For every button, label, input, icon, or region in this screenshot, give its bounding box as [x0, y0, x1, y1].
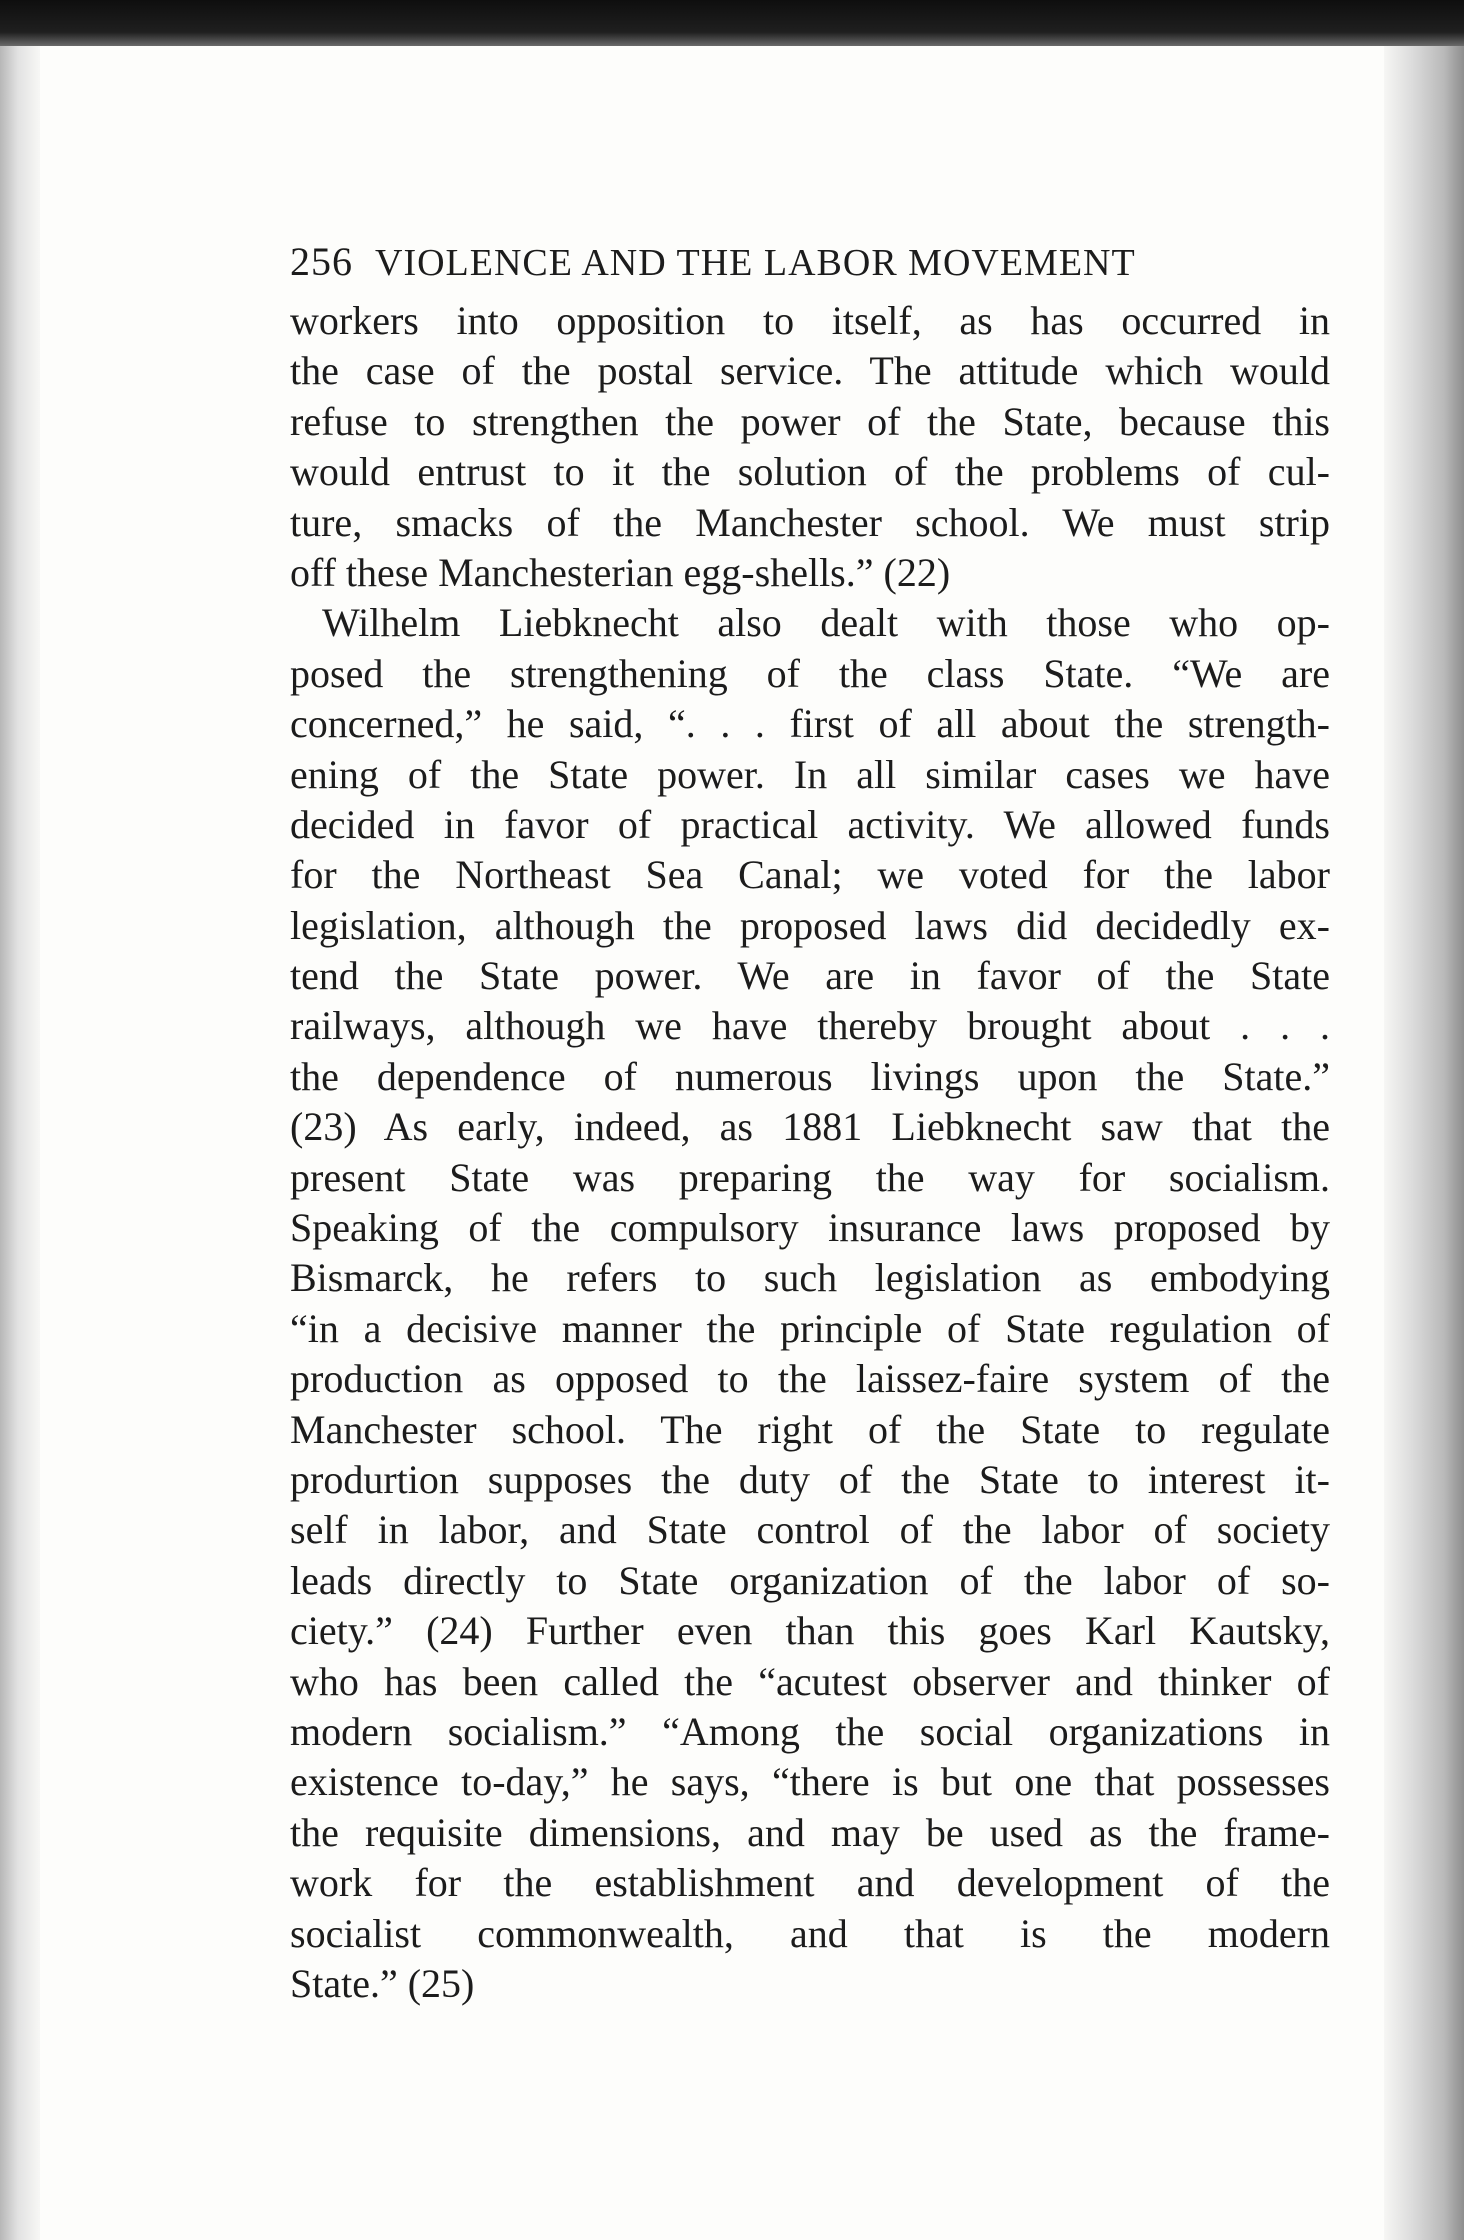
text-line: the case of the postal service. The attitude which would	[290, 348, 1330, 394]
text-line: Wilhelm Liebknecht also dealt with those who op-	[322, 600, 1330, 646]
text-line: present State was preparing the way for socialism.	[290, 1154, 1330, 1200]
book-page	[290, 228, 1330, 2009]
text-line: Manchester school. The right of the State to regulate	[290, 1406, 1330, 1452]
text-line: ture, smacks of the Manchester school. We must strip	[290, 499, 1330, 545]
text-line: socialist commonwealth, and that is the modern	[290, 1910, 1330, 1956]
text-line: who has been called the “acutest observer and thinker of	[290, 1658, 1330, 1704]
text-line: railways, although we have thereby brought about . . .	[290, 1003, 1330, 1049]
text-line: the dependence of numerous livings upon the State.”	[290, 1053, 1330, 1099]
text-line: would entrust to it the solution of the problems of cul-	[290, 449, 1330, 495]
text-line: existence to-day,” he says, “there is but one that possesses	[290, 1759, 1330, 1805]
text-line: decided in favor of practical activity. We allowed funds	[290, 801, 1330, 847]
text-line: work for the establishment and development of the	[290, 1860, 1330, 1906]
text-line: off these Manchesterian egg-shells.” (22)	[290, 549, 951, 595]
text-line: “in a decisive manner the principle of State regulation of	[290, 1305, 1330, 1351]
text-line: produrtion supposes the duty of the State to interest it-	[290, 1456, 1330, 1502]
running-head	[290, 228, 1330, 296]
text-line: concerned,” he said, “. . . first of all about the strength-	[290, 701, 1330, 747]
text-line: legislation, although the proposed laws did decidedly ex-	[290, 902, 1330, 948]
text-line: workers into opposition to itself, as has occurred in	[290, 298, 1330, 343]
text-line: ciety.” (24) Further even than this goes Karl Kautsky,	[290, 1608, 1330, 1654]
text-line: posed the strengthening of the class State. “We are	[290, 650, 1330, 696]
text-line: ening of the State power. In all similar cases we have	[290, 751, 1330, 797]
text-line: Bismarck, he refers to such legislation as embodying	[290, 1255, 1330, 1301]
page-number: 256	[290, 239, 353, 284]
text-line: Speaking of the compulsory insurance laws proposed by	[290, 1205, 1330, 1251]
scan-binding-shadow	[0, 46, 40, 2240]
text-line: refuse to strengthen the power of the State, because this	[290, 398, 1330, 444]
text-line: State.” (25)	[290, 1960, 475, 2006]
running-head-title: VIOLENCE AND THE LABOR MOVEMENT	[375, 242, 1136, 284]
text-line: self in labor, and State control of the labor of society	[290, 1507, 1330, 1553]
text-line: (23) As early, indeed, as 1881 Liebknecht saw that the	[290, 1104, 1330, 1150]
text-line: modern socialism.” “Among the social organizations in	[290, 1708, 1330, 1754]
text-line: leads directly to State organization of the labor of so-	[290, 1557, 1330, 1603]
text-line: production as opposed to the laissez-faire system of the	[290, 1356, 1330, 1402]
text-line: for the Northeast Sea Canal; we voted for the labor	[290, 852, 1330, 898]
scan-top-edge	[0, 0, 1464, 46]
text-line: the requisite dimensions, and may be used as the frame-	[290, 1809, 1330, 1855]
text-line: tend the State power. We are in favor of the State	[290, 953, 1330, 999]
scan-page-edge	[1384, 46, 1464, 2240]
body-text	[290, 296, 1330, 2009]
